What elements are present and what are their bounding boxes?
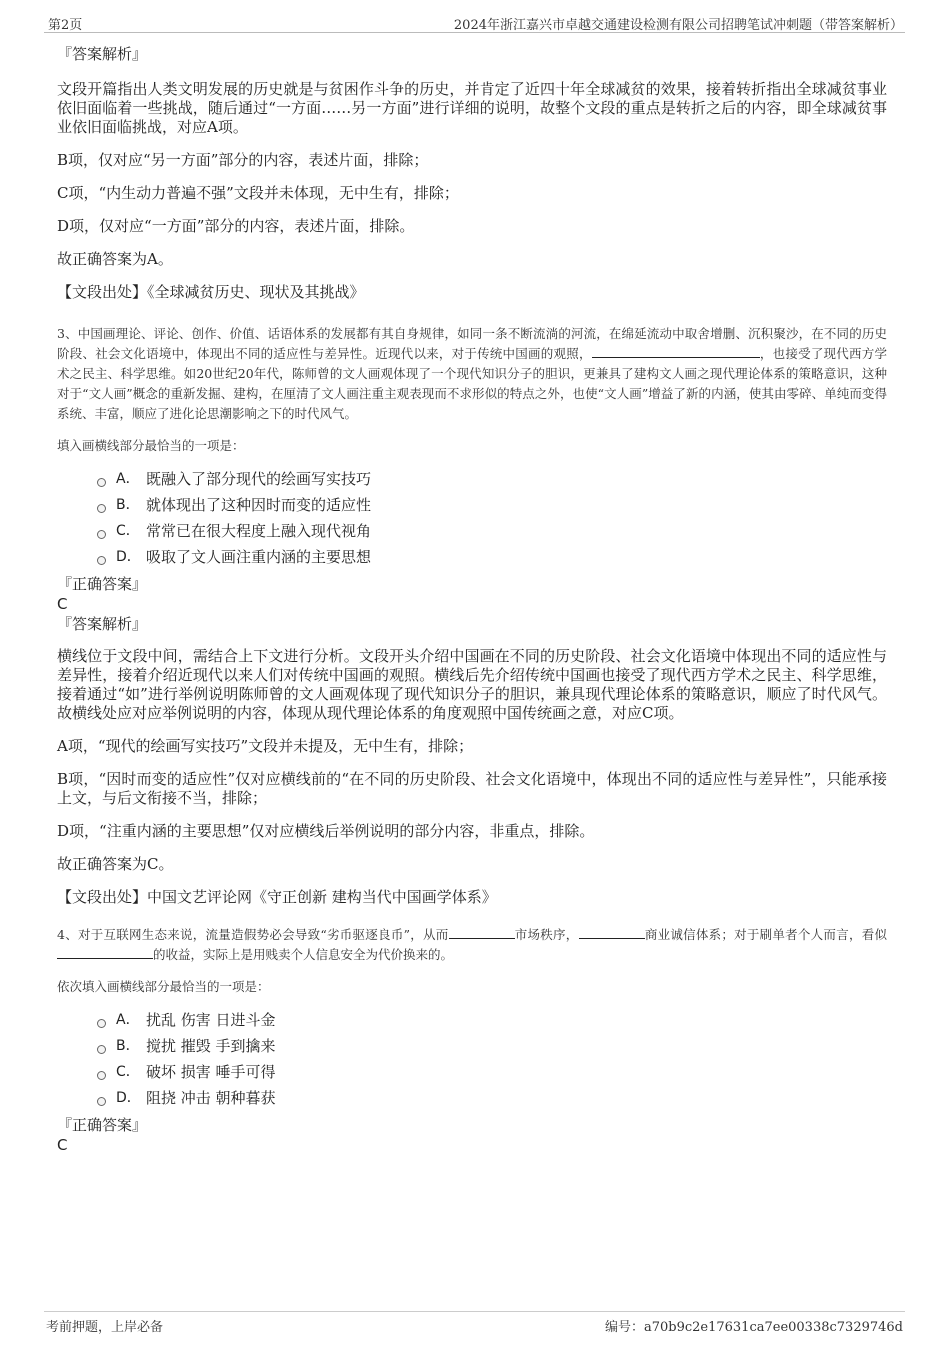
analysis-text: 横线位于文段中间，需结合上下文进行分析。文段开头介绍中国画在不同的历史阶段、社会文化语境中体现出不同的适应性与差异性，接着介绍近现代以来人们对传统中国画的观照。横线后先介绍传统中国画也接受了现代西方学术之民主、科学思维，接着通过“如”进行举例说明陈师曾的文人画观体现了现代知识分子的胆识，兼具现代理论体系的策略意识，顺应了时代风气。故横线处应对应举例说明的内容，体现从现代理论体系的角度观照中国传统画之意，对应C项。 <box>57 647 887 722</box>
option-c[interactable]: C． 常常已在很大程度上融入现代视角 <box>97 518 887 544</box>
document-title: 2024年浙江嘉兴市卓越交通建设检测有限公司招聘笔试冲刺题（带答案解析） <box>453 18 903 33</box>
radio-icon[interactable] <box>97 1097 106 1106</box>
fill-blank <box>449 925 515 939</box>
correct-answer: C <box>57 1136 68 1154</box>
analysis-text: 文段开篇指出人类文明发展的历史就是与贫困作斗争的历史，并肯定了近四十年全球减贫的效果，接着转折指出全球减贫事业依旧面临着一些挑战，随后通过“一方面……另一方面”进行详细的说明，故整个文段的重点是转折之后的内容，即全球减贫事业依旧面临挑战，对应A项。 <box>57 80 887 136</box>
question-3-text: 3、中国画理论、评论、创作、价值、话语体系的发展都有其自身规律，如同一条不断流淌的河流，在绵延流动中取舍增删、沉积聚沙，在不同的历史阶段、社会文化语境中，体现出不同的适应性与差异性。近现代以来，对于传统中国画的观照， ，也接受了现代西方学术之民主、科学思维。如20世纪20年代，陈师曾的文人画观体现了一个现代知识分子的胆识，更兼具了建构文人画之现代理论体系的策略意识，这种对于“文人画”概念的重新发掘、建构，在厘清了文人画注重主观表现而不求形似的特点之外，也使“文人画”增益了新的内涵，使其由零碎、单纯而变得系统、丰富，顺应了进化论思潮影响之下的时代风气。 <box>57 326 887 421</box>
radio-icon[interactable] <box>97 1071 106 1080</box>
source-citation: 【文段出处】《全球减贫历史、现状及其挑战》 <box>57 283 365 301</box>
fill-blank <box>592 344 760 358</box>
main-content <box>57 44 887 1155</box>
question-4-options <box>97 1007 887 1111</box>
radio-icon[interactable] <box>97 478 106 487</box>
page-header <box>44 12 905 33</box>
fill-blank <box>57 945 153 959</box>
analysis-option-a: A项，“现代的绘画写实技巧”文段并未提及，无中生有，排除； <box>57 737 474 755</box>
radio-icon[interactable] <box>97 530 106 539</box>
radio-icon[interactable] <box>97 1045 106 1054</box>
answer-label: 『正确答案』 <box>57 575 148 593</box>
question-4-text: 4、对于互联网生态来说，流量造假势必会导致“劣币驱逐良币”，从而 市场秩序， 商业诚信体系；对于刷单者个人而言，看似的收益，实际上是用贱卖个人信息安全为代价换来的。 <box>57 927 887 962</box>
radio-icon[interactable] <box>97 504 106 513</box>
option-d[interactable]: D． 阻挠 冲击 朝种暮获 <box>97 1085 887 1111</box>
analysis-option-d: D项，仅对应“一方面”部分的内容，表述片面，排除。 <box>57 217 415 235</box>
option-a[interactable]: A． 既融入了部分现代的绘画写实技巧 <box>97 466 887 492</box>
fill-blank <box>579 925 645 939</box>
question-3-options <box>97 466 887 570</box>
analysis-option-d: D项，“注重内涵的主要思想”仅对应横线后举例说明的部分内容，非重点，排除。 <box>57 822 595 840</box>
option-b[interactable]: B． 就体现出了这种因时而变的适应性 <box>97 492 887 518</box>
option-a[interactable]: A． 扰乱 伤害 日进斗金 <box>97 1007 887 1033</box>
source-citation: 【文段出处】中国文艺评论网《守正创新 建构当代中国画学体系》 <box>57 888 497 906</box>
radio-icon[interactable] <box>97 556 106 565</box>
analysis-label: 『答案解析』 <box>57 45 148 63</box>
analysis-option-c: C项，“内生动力普遍不强”文段并未体现，无中生有，排除； <box>57 184 459 202</box>
page-number: 第2页 <box>48 18 83 33</box>
footer-slogan: 考前押题，上岸必备 <box>46 1320 164 1335</box>
question-3-prompt: 填入画横线部分最恰当的一项是： <box>57 438 245 453</box>
option-c[interactable]: C． 破坏 损害 唾手可得 <box>97 1059 887 1085</box>
radio-icon[interactable] <box>97 1019 106 1028</box>
page-footer <box>44 1311 905 1336</box>
analysis-option-b: B项，仅对应“另一方面”部分的内容，表述片面，排除； <box>57 151 429 169</box>
analysis-option-b: B项，“因时而变的适应性”仅对应横线前的“在不同的历史阶段、社会文化语境中，体现出不同的适应性与差异性”，只能承接上文，与后文衔接不当，排除； <box>57 770 887 807</box>
answer-label: 『正确答案』 <box>57 1116 148 1134</box>
option-d[interactable]: D． 吸取了文人画注重内涵的主要思想 <box>97 544 887 570</box>
correct-answer: C <box>57 595 68 613</box>
analysis-conclusion: 故正确答案为A。 <box>57 250 173 268</box>
question-4-prompt: 依次填入画横线部分最恰当的一项是： <box>57 979 270 994</box>
analysis-conclusion: 故正确答案为C。 <box>57 855 174 873</box>
document-id: 编号：a70b9c2e17631ca7ee00338c7329746d <box>604 1320 903 1335</box>
analysis-label: 『答案解析』 <box>57 615 148 633</box>
option-b[interactable]: B． 搅扰 摧毁 手到擒来 <box>97 1033 887 1059</box>
